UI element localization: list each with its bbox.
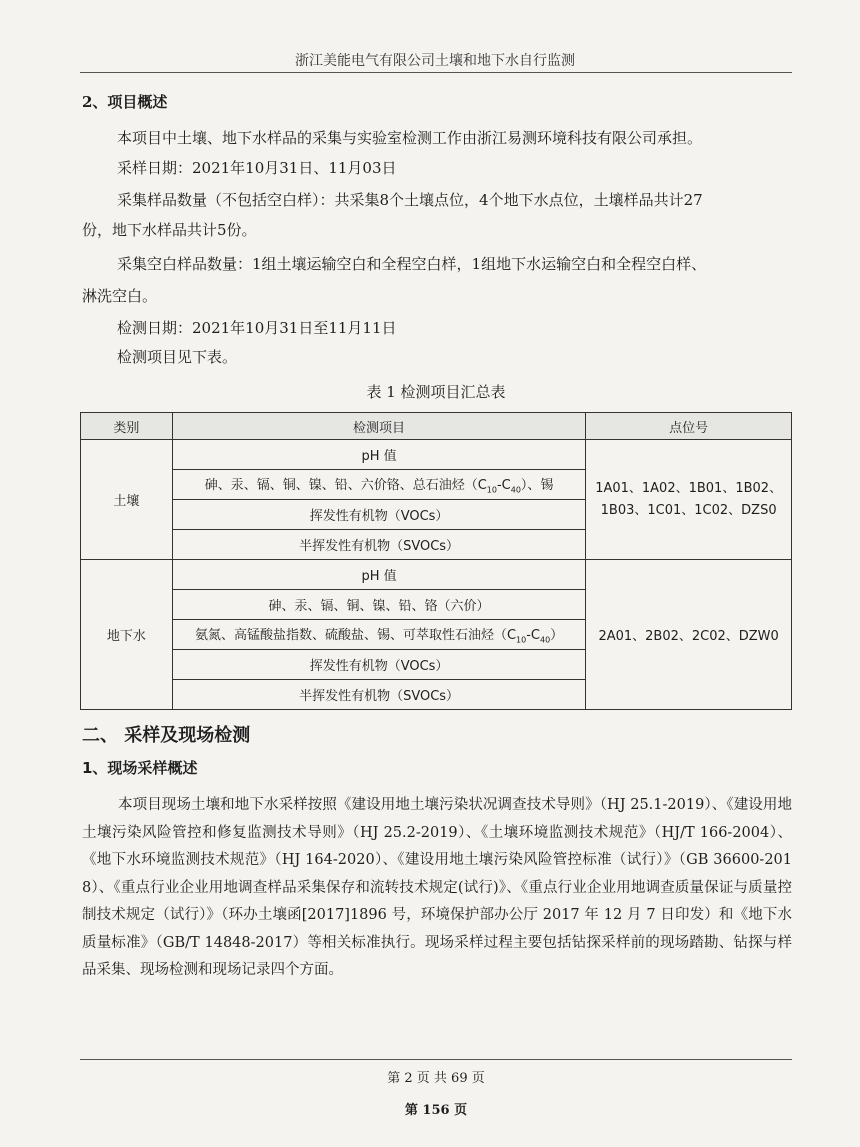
- category-groundwater: 地下水: [81, 560, 173, 710]
- gw-item-ph: pH 值: [172, 560, 585, 590]
- soil-points: [586, 440, 792, 560]
- table-row: [81, 560, 792, 590]
- blank-sample-line-2: 淋洗空白。: [82, 287, 158, 305]
- groundwater-points: 2A01、2B02、2C02、DZW0: [586, 560, 792, 710]
- table-header-row: [81, 413, 792, 440]
- header-items: 检测项目: [172, 413, 585, 440]
- section-heading-overview: 2、项目概述: [82, 93, 168, 111]
- soil-item-vocs: 挥发性有机物（VOCs）: [172, 500, 585, 530]
- table-caption: 表 1 检测项目汇总表: [366, 383, 506, 401]
- page-number: 第 2 页 共 69 页: [387, 1071, 485, 1086]
- gw-item-vocs: 挥发性有机物（VOCs）: [172, 650, 585, 680]
- running-header: 浙江美能电气有限公司土壤和地下水自行监测: [295, 53, 575, 69]
- overall-page-number: 第 156 页: [404, 1103, 468, 1118]
- sample-count-line-2: 份，地下水样品共计5份。: [82, 221, 257, 239]
- soil-points-line-2: 1B03、1C01、1C02、DZS0: [600, 502, 777, 518]
- table-row: [81, 440, 792, 470]
- section-heading-sampling: 二、 采样及现场检测: [82, 725, 251, 746]
- table-reference: 检测项目见下表。: [117, 348, 238, 366]
- testing-date: 检测日期：2021年10月31日至11月11日: [117, 319, 397, 337]
- gw-item-ammonia: 氨氮、高锰酸盐指数、硫酸盐、锡、可萃取性石油烃$(C_{10}-C_{40})$: [172, 620, 585, 650]
- soil-item-svocs: 半挥发性有机物（SVOCs）: [172, 530, 585, 560]
- testing-items-table: [80, 412, 792, 710]
- sample-count-line-1: 采集样品数量（不包括空白样）：共采集8个土壤点位，4个地下水点位，土壤样品共计27: [117, 191, 703, 209]
- gw-item-svocs: 半挥发性有机物（SVOCs）: [172, 680, 585, 710]
- category-soil: 土壤: [81, 440, 173, 560]
- sampling-date: 采样日期：2021年10月31日、11月03日: [117, 159, 397, 177]
- soil-item-metals: 砷、汞、镉、铜、镍、铅、六价铬、总石油烃$(C_{10}-C_{40})$、锡: [172, 470, 585, 500]
- field-sampling-paragraph: 本项目现场土壤和地下水采样按照《建设用地土壤污染状况调查技术导则》（HJ 25.1-2019）、《建设用地土壤污染风险管控和修复监测技术导则》（HJ 25.2-2019）、《土壤环境监测技术规范》（HJ/T 166-2004）、《地下水环境监测技术规范》（HJ 164-2020）、《建设用地土壤污染风险管控标准（试行）》（GB 36600-2018）、《重点行业企业用地调查样品采集保存和流转技术规定(试行)》、《重点行业企业用地调查质量保证与质量控制技术规定（试行）》（环办土壤函[2017]1896 号，环境保护部办公厅 2017 年 12 月 7 日印发）和《地下水质量标准》（GB/T 14848-2017）等相关标准执行。现场采样过程主要包括钻探采样前的现场踏勘、钻探与样品采集、现场检测和现场记录四个方面。: [82, 797, 792, 978]
- header-points: 点位号: [586, 413, 792, 440]
- soil-points-line-1: 1A01、1A02、1B01、1B02、: [595, 480, 783, 496]
- sub-heading-field-sampling: 1、现场采样概述: [82, 759, 198, 777]
- blank-sample-line-1: 采集空白样品数量：1组土壤运输空白和全程空白样，1组地下水运输空白和全程空白样、: [117, 255, 707, 273]
- soil-item-ph: pH 值: [172, 440, 585, 470]
- overview-paragraph-1: 本项目中土壤、地下水样品的采集与实验室检测工作由浙江易测环境科技有限公司承担。: [117, 129, 703, 147]
- header-rule: [80, 72, 792, 73]
- header-category: 类别: [81, 413, 173, 440]
- footer-rule: [80, 1059, 792, 1060]
- gw-item-metals: 砷、汞、镉、铜、镍、铅、铬（六价）: [172, 590, 585, 620]
